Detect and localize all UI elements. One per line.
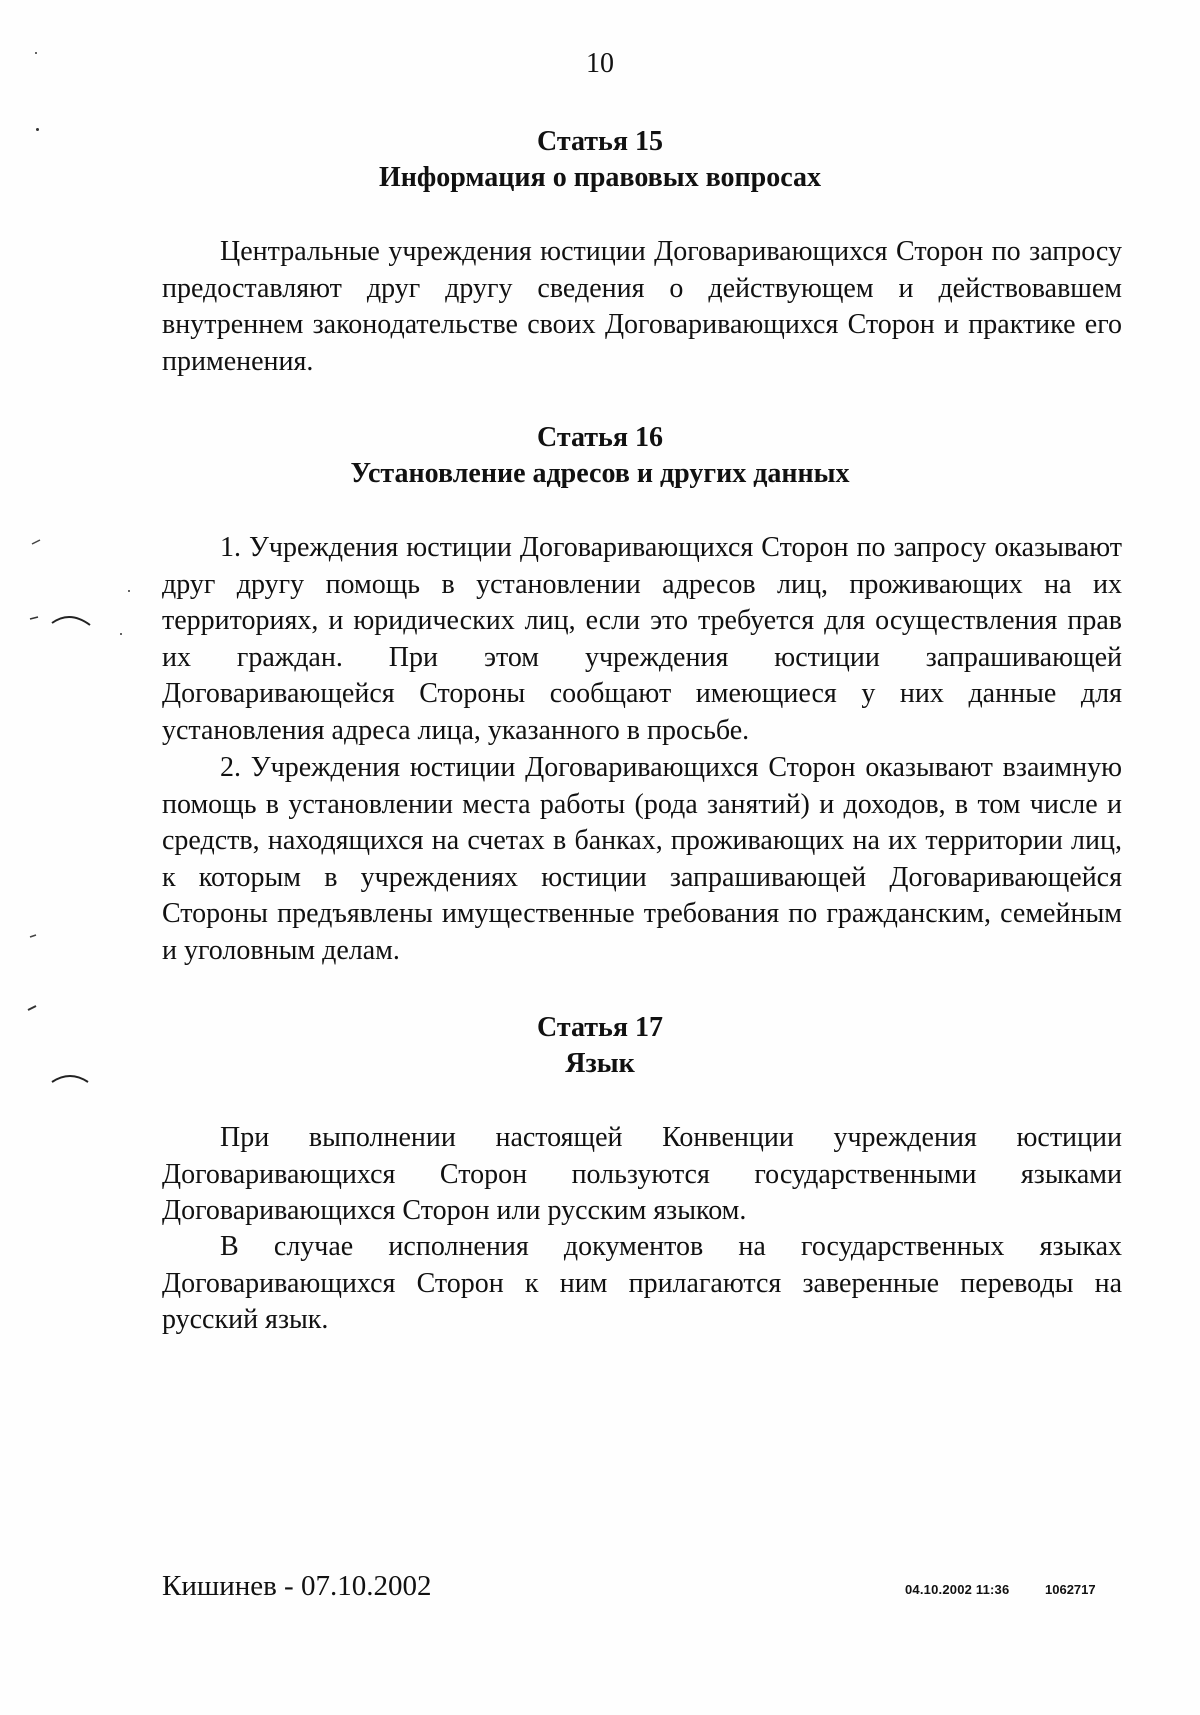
footer-place-date: Кишинев - 07.10.2002 [162,1570,432,1602]
article-17-paragraph-1: При выполнении настоящей Конвенции учреждения юстиции Договаривающихся Сторон пользуются государственными языками Договаривающихся Сторон или русским языком. [162,1122,1122,1226]
scan-speck [120,633,122,635]
footer-doc-number: 1062717 [1045,1582,1096,1597]
article-16-paragraph-1: 1. Учреждения юстиции Договаривающихся Сторон по запросу оказывают друг другу помощь в установлении адресов лиц, проживающих на их территориях, и юридических лиц, если это требуется для осуществления прав их граждан. При этом учреждения юстиции запрашивающей Договаривающейся Стороны сообщают имеющиеся у них данные для установления адреса лица, указанного в просьбе. [162,532,1122,746]
article-16-subtitle: Установление адресов и других данных [350,458,850,489]
article-16-paragraph-2: 2. Учреждения юстиции Договаривающихся Сторон оказывают взаимную помощь в установлении места работы (рода занятий) и доходов, в том числе и средств, находящихся на счетах в банках, проживающих на их территории лиц, к которым в учреждениях юстиции запрашивающей Договаривающейся Стороны предъявлены имущественные требования по гражданским, семейным и уголовным делам. [162,752,1122,966]
article-15-paragraph: Центральные учреждения юстиции Договаривающихся Сторон по запросу предоставляют друг другу сведения о действующем и действовавшем внутреннем законодательстве своих Договаривающихся Сторон и практике его применения. [162,236,1122,377]
scan-speck [128,590,130,592]
article-15-title: Статья 15 [537,126,663,157]
article-17-subtitle: Язык [565,1048,635,1079]
article-17-paragraph-2: В случае исполнения документов на государственных языках Договаривающихся Сторон к ним прилагаются заверенные переводы на русский язык. [162,1231,1122,1335]
article-17-title: Статья 17 [537,1012,663,1043]
article-16-title: Статья 16 [537,422,663,453]
article-15-subtitle: Информация о правовых вопросах [378,162,822,193]
page-number: 10 [586,48,614,79]
footer-stamp-datetime: 04.10.2002 11:36 [905,1582,1010,1597]
